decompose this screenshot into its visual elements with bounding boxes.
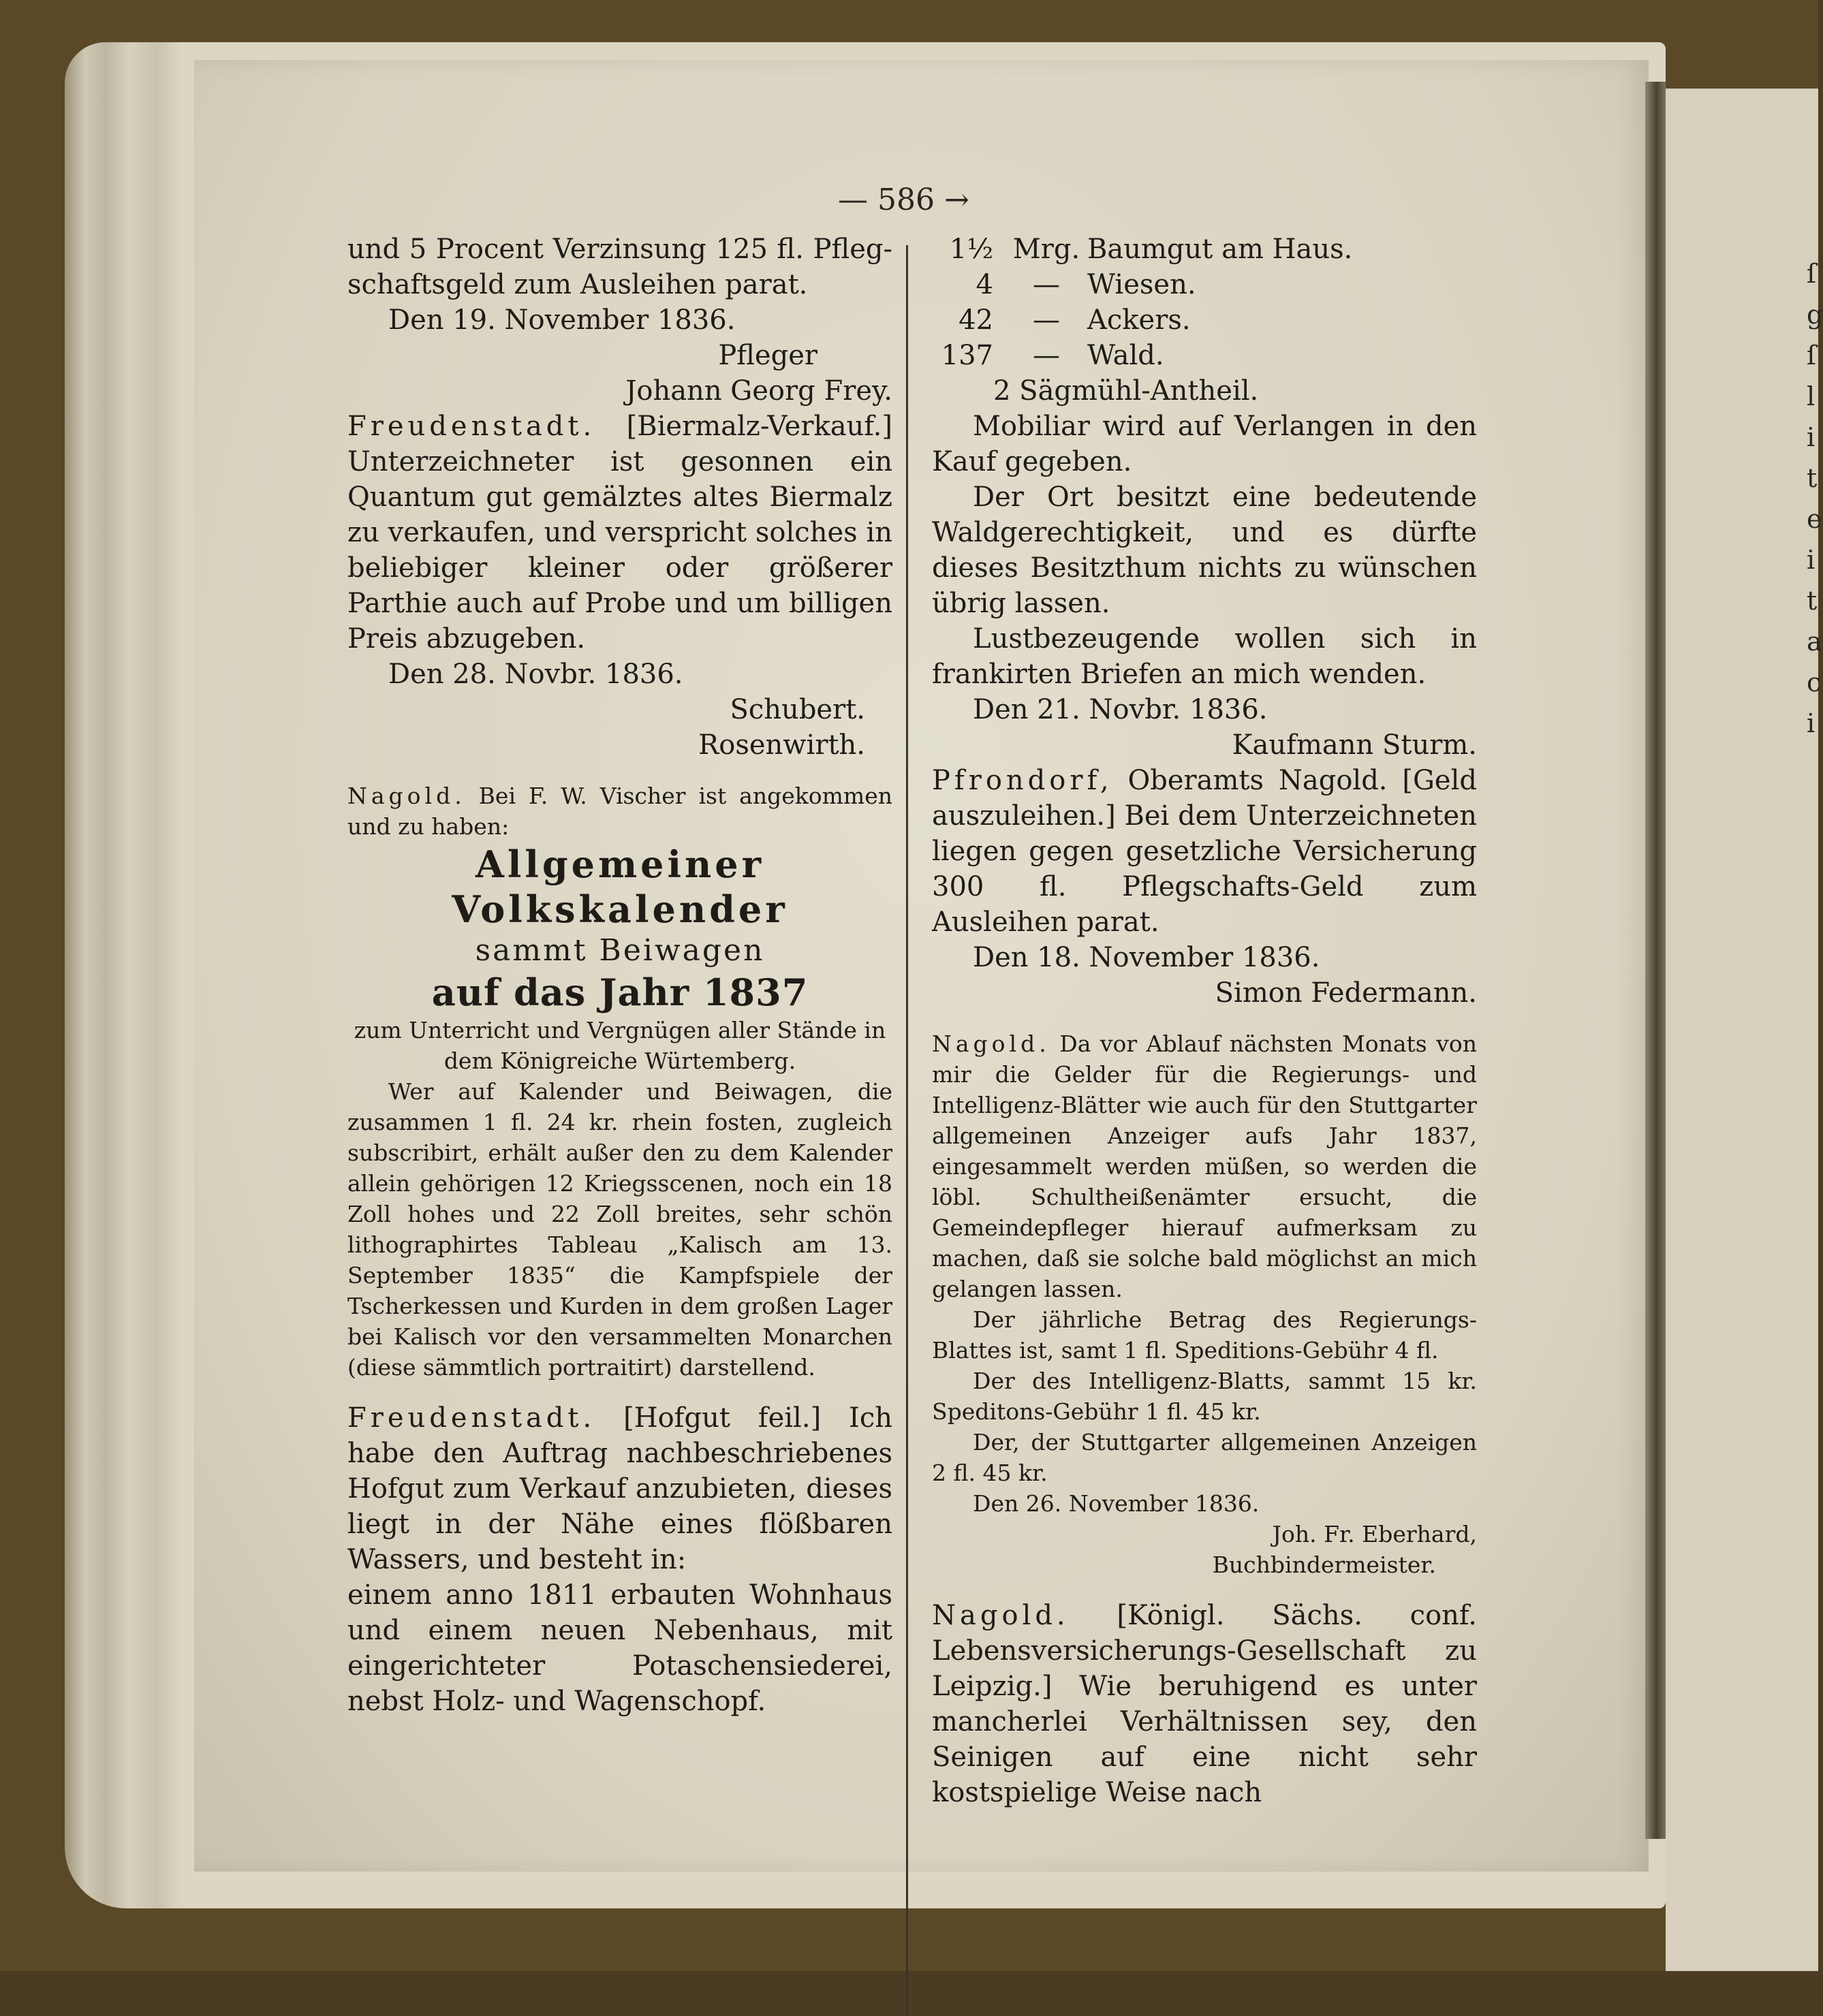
page-number: — 586 → bbox=[838, 183, 969, 217]
ad-text: Der jährliche Betrag des Regierungs-Blattes ist, samt 1 fl. Speditions-Gebühr 4 fl. bbox=[932, 1306, 1477, 1364]
ad-signature: Joh. Fr. Eberhard, bbox=[1272, 1521, 1477, 1547]
ad-text: Wer auf Kalender und Beiwagen, die zusammen 1 fl. 24 kr. rhein fosten, zugleich subscribirt, erhält außer den zu dem Kalender allein gehörigen 12 Kriegsscenen, noch ein 18 Zoll hohes und 22 Zoll breites, sehr schön lithographirtes Tableau „Kalisch am 13. September 1835“ die Kampfspiele der Tscherkessen und Kurden in dem großen Lager bei Kalisch vor den versammelten Monarchen (diese sämmtlich portraitirt) darstellend. bbox=[347, 1078, 892, 1381]
ad-signature-role: Rosenwirth. bbox=[698, 729, 865, 761]
ad-text: Oberamts Nagold. [Geld auszuleihen.] Bei dem Unterzeichneten liegen gegen gesetzliche Versicherung 300 fl. Pflegschafts-Geld zum Ausleihen parat. bbox=[932, 765, 1478, 938]
ad-text: Da vor Ablauf nächsten Monats von mir die Gelder für die Regierungs- und Intelligenz-Blätter wie auch für den Stuttgarter allgemeinen Anzeiger aufs Jahr 1837, eingesammelt werden müßen, so werden die löbl. Schultheißenämter ersucht, die Gemeindepfleger hierauf aufmerksam zu machen, daß sie solche bald möglichst an mich gelangen lassen. bbox=[932, 1030, 1477, 1302]
facing-page-letter: c bbox=[1807, 667, 1822, 697]
facing-page-letter: l bbox=[1807, 381, 1816, 411]
land-amount: 137 bbox=[941, 340, 993, 371]
calendar-subtitle: sammt Beiwagen bbox=[475, 933, 765, 968]
facing-page-letter: i bbox=[1807, 422, 1816, 452]
land-unit: — bbox=[1033, 340, 1060, 371]
facing-page-letter: a bbox=[1807, 627, 1822, 657]
land-item bbox=[932, 338, 1477, 373]
facing-page-letter: ſ bbox=[1807, 341, 1817, 371]
ad-signature-role: Pfleger bbox=[718, 340, 817, 371]
land-type: Wald. bbox=[1087, 340, 1164, 371]
land-list bbox=[932, 232, 1477, 373]
facing-page-letter: t bbox=[1807, 463, 1818, 493]
land-unit: Mrg. bbox=[1012, 234, 1080, 265]
land-amount: 42 bbox=[959, 304, 993, 336]
ad-date: Den 18. November 1836. bbox=[973, 942, 1320, 973]
ad-date: Den 21. Novbr. 1836. bbox=[973, 694, 1268, 725]
calendar-description: zum Unterricht und Vergnügen aller Stände in dem Königreiche Würtemberg. bbox=[354, 1017, 886, 1074]
facing-page-letter: e bbox=[1807, 504, 1822, 534]
ad-date: Den 19. November 1836. bbox=[388, 304, 736, 336]
land-amount: 1½ bbox=[949, 234, 993, 265]
facing-page bbox=[1666, 89, 1818, 1971]
ad-place: Nagold. bbox=[932, 1030, 1050, 1057]
ad-text: Der des Intelligenz-Blatts, sammt 15 kr. Speditons-Gebühr 1 fl. 45 kr. bbox=[932, 1368, 1477, 1425]
ad-text: Lustbezeugende wollen sich in frankirten Briefen an mich wenden. bbox=[932, 623, 1477, 690]
land-type: Wiesen. bbox=[1087, 269, 1196, 300]
ad-place: Pfrondorf, bbox=[932, 765, 1113, 796]
land-type: Ackers. bbox=[1087, 304, 1191, 336]
ad-place: Freudenstadt. bbox=[347, 1402, 596, 1434]
ad-signature: Kaufmann Sturm. bbox=[1232, 729, 1477, 761]
ad-text: Mobiliar wird auf Verlangen in den Kauf gegeben. bbox=[932, 411, 1477, 477]
land-unit: — bbox=[1033, 304, 1060, 336]
ad-place: Nagold. bbox=[347, 783, 466, 809]
land-extra: 2 Sägmühl-Antheil. bbox=[993, 375, 1259, 407]
ad-list: einem anno 1811 erbauten Wohnhaus und einem neuen Nebenhaus, mit eingerichteter Potaschensiederei, nebst Holz- und Wagenschopf. bbox=[347, 1579, 892, 1717]
ad-text: Der, der Stuttgarter allgemeinen Anzeigen 2 fl. 45 kr. bbox=[932, 1429, 1477, 1486]
facing-page-letter: i bbox=[1807, 708, 1816, 738]
land-item bbox=[932, 302, 1477, 338]
land-amount: 4 bbox=[976, 269, 993, 300]
book-gutter bbox=[1645, 82, 1666, 1839]
ad-text: [Königl. Sächs. conf. Lebensversicherungs-Gesellschaft zu Leipzig.] Wie beruhigend es unter mancherlei Verhältnissen sey, den Seinigen auf eine nicht sehr kostspielige Weise nach bbox=[932, 1600, 1478, 1808]
land-item bbox=[932, 232, 1477, 267]
ad-text: Der Ort besitzt eine bedeutende Waldgerechtigkeit, und es dürfte dieses Besitzthum nichts zu wünschen übrig lassen. bbox=[932, 482, 1477, 619]
ad-date: Den 26. November 1836. bbox=[973, 1490, 1260, 1517]
facing-page-letter: t bbox=[1807, 586, 1818, 616]
calendar-title: Allgemeiner Volkskalender bbox=[452, 842, 788, 931]
column-rule bbox=[906, 245, 908, 2016]
ad-signature: Simon Federmann. bbox=[1215, 977, 1477, 1009]
ad-text: und 5 Procent Verzinsung 125 fl. Pfleg-schaftsgeld zum Ausleihen parat. bbox=[347, 234, 892, 300]
ad-signature: Johann Georg Frey. bbox=[625, 375, 892, 407]
ad-place: Freudenstadt. bbox=[347, 411, 596, 442]
facing-page-letter: ſ bbox=[1807, 259, 1817, 289]
facing-page-letter: g bbox=[1807, 300, 1823, 330]
land-item bbox=[932, 267, 1477, 302]
land-unit: — bbox=[1033, 269, 1060, 300]
right-column bbox=[932, 232, 1477, 1810]
ad-signature-role: Buchbindermeister. bbox=[1212, 1552, 1436, 1578]
ad-signature: Schubert. bbox=[730, 694, 865, 725]
land-type: Baumgut am Haus. bbox=[1087, 234, 1353, 265]
ad-date: Den 28. Novbr. 1836. bbox=[388, 659, 683, 690]
facing-page-letter: i bbox=[1807, 545, 1816, 575]
left-column bbox=[347, 232, 892, 1719]
ad-text: [Hofgut feil.] Ich habe den Auftrag nachbeschriebenes Hofgut zum Verkauf anzubieten, dieses liegt in der Nähe eines flößbaren Wassers, und besteht in: bbox=[347, 1402, 893, 1575]
ad-place: Nagold. bbox=[932, 1600, 1070, 1631]
ad-text: [Biermalz-Verkauf.] Unterzeichneter ist gesonnen ein Quantum gut gemälztes altes Biermalz zu verkaufen, und verspricht solches in beliebiger kleiner oder größerer Parthie auch auf Probe und um billigen Preis abzugeben. bbox=[347, 411, 892, 655]
ad-text: Bei F. W. Vischer ist angekommen und zu haben: bbox=[347, 783, 892, 840]
calendar-year: auf das Jahr 1837 bbox=[431, 971, 809, 1014]
